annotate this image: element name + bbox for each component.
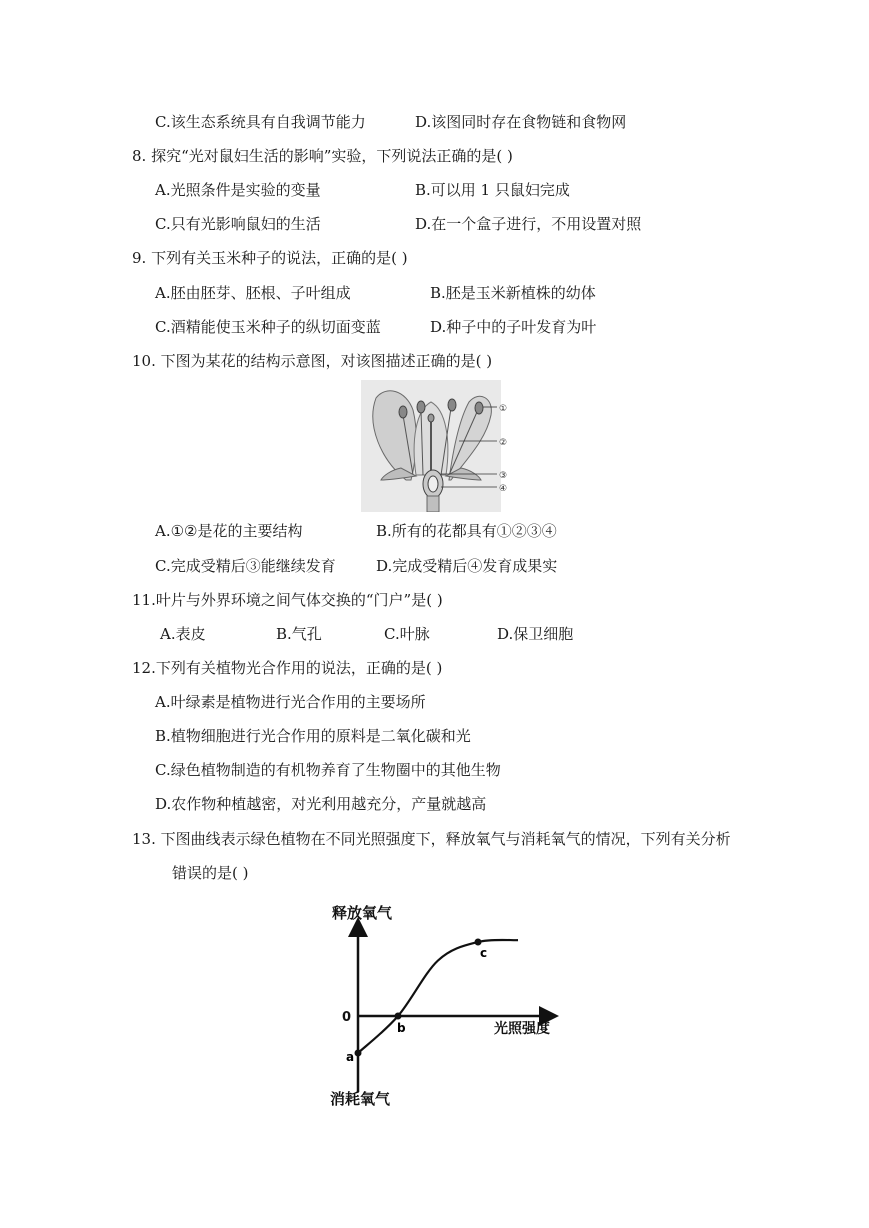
flower-label-1: ① xyxy=(499,404,508,414)
q10-option-b: B.所有的花都具有①②③④ xyxy=(376,522,557,540)
q12-option-d: D.农作物种植越密，对光利用越充分，产量就越高 xyxy=(155,795,487,813)
q8-option-b: B.可以用 1 只鼠妇完成 xyxy=(415,181,570,199)
q10-stem: 10. 下图为某花的结构示意图，对该图描述正确的是( ) xyxy=(132,352,493,370)
oxygen-light-chart xyxy=(322,900,572,1110)
point-label-a: a xyxy=(346,1050,355,1064)
point-label-c: c xyxy=(480,946,488,960)
q9-option-c: C.酒精能使玉米种子的纵切面变蓝 xyxy=(155,318,381,336)
point-a xyxy=(355,1050,362,1057)
q11-option-d: D.保卫细胞 xyxy=(497,625,574,643)
q12-option-a: A.叶绿素是植物进行光合作用的主要场所 xyxy=(155,693,426,711)
q9-option-d: D.种子中的子叶发育为叶 xyxy=(430,318,597,336)
flower-label-4: ④ xyxy=(499,484,508,494)
q11-option-a: A.表皮 xyxy=(160,625,206,643)
q9-option-a: A.胚由胚芽、胚根、子叶组成 xyxy=(155,284,351,302)
q10-option-d: D.完成受精后④发育成果实 xyxy=(376,557,558,575)
q11-option-b: B.气孔 xyxy=(276,625,322,643)
q12-option-c: C.绿色植物制造的有机物养育了生物圈中的其他生物 xyxy=(155,761,501,779)
x-label: 光照强度 xyxy=(494,1021,550,1037)
q11-option-c: C.叶脉 xyxy=(384,625,430,643)
q11-stem: 11.叶片与外界环境之间气体交换的“门户”是( ) xyxy=(132,591,443,609)
q8-option-c: C.只有光影响鼠妇的生活 xyxy=(155,215,321,233)
q13-stem-line-1: 13. 下图曲线表示绿色植物在不同光照强度下，释放氧气与消耗氧气的情况，下列有关分析 xyxy=(132,830,731,848)
origin-label: 0 xyxy=(342,1010,352,1025)
q12-stem: 12.下列有关植物光合作用的说法，正确的是( ) xyxy=(132,659,443,677)
flower-structure-figure xyxy=(361,380,511,512)
y-label-bottom: 消耗氧气 xyxy=(330,1090,391,1108)
point-label-b: b xyxy=(397,1021,406,1035)
q9-option-b: B.胚是玉米新植株的幼体 xyxy=(430,284,596,302)
q8-stem: 8. 探究“光对鼠妇生活的影响”实验，下列说法正确的是( ) xyxy=(132,147,513,165)
q7-option-d: D.该图同时存在食物链和食物网 xyxy=(415,113,627,131)
point-c xyxy=(475,939,482,946)
q10-option-c: C.完成受精后③能继续发育 xyxy=(155,557,336,575)
q13-stem-line-2: 错误的是( ) xyxy=(172,864,249,882)
q9-stem: 9. 下列有关玉米种子的说法，正确的是( ) xyxy=(132,249,408,267)
point-b xyxy=(395,1013,402,1020)
q8-option-d: D.在一个盒子进行，不用设置对照 xyxy=(415,215,642,233)
flower-label-3: ③ xyxy=(499,471,508,481)
q8-option-a: A.光照条件是实验的变量 xyxy=(155,181,321,199)
flower-label-2: ② xyxy=(499,438,508,448)
q12-option-b: B.植物细胞进行光合作用的原料是二氧化碳和光 xyxy=(155,727,471,745)
q10-option-a: A.①②是花的主要结构 xyxy=(155,522,303,540)
q7-option-c: C.该生态系统具有自我调节能力 xyxy=(155,113,366,131)
y-label-top: 释放氧气 xyxy=(332,904,393,922)
